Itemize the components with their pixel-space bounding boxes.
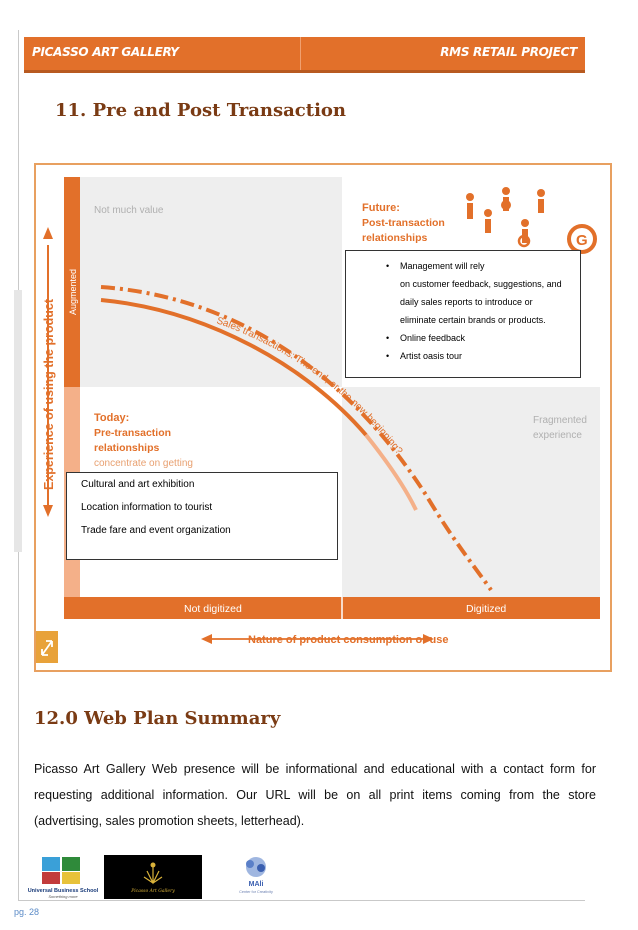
pre-item-2: Location information to tourist [81,502,213,513]
fragmented-label-1: Fragmented [533,415,587,426]
callout-pre-transaction [66,472,338,560]
header-divider [300,37,301,70]
y-axis-label: Experience of using the product [42,299,56,490]
gallery-logo [104,855,202,899]
header-left-title: PICASSO ART GALLERY [32,45,179,59]
ubs-logo [28,855,98,900]
ubs-logo-tagline: Something more [48,894,78,899]
mali-logo-name: MAli [248,881,264,888]
post-transaction-list [346,257,580,365]
post-transaction-item: • Online feedback [400,329,580,347]
curve-label-path: Sales transactions: The end, or the new beginning? [215,315,405,457]
paragraph-line-3: (advertising, sales promotion sheets, letterhead). [34,814,305,828]
not-digitized-label: Not digitized [184,603,242,615]
pre-item-3: Trade fare and event organization [81,525,231,536]
transaction-diagram [36,165,610,670]
gallery-logo-name: Picasso Art Gallery [131,889,175,894]
digitized-label: Digitized [466,603,507,615]
page-number: pg. 28 [14,907,40,917]
svg-text:G: G [576,232,588,249]
y-axis-arrow-up [43,227,53,239]
today-subtitle-2: relationships [94,442,160,454]
section-12-heading: 12.0 Web Plan Summary [34,708,281,729]
transaction-figure [34,163,612,672]
today-subtitle-3: concentrate on getting [94,458,193,469]
today-subtitle-1: Pre-transaction [94,427,172,439]
paragraph-line-1: Picasso Art Gallery Web presence will be informational and educational with a contact form for [34,762,596,776]
ubs-logo-name: Universal Business School [28,888,98,894]
side-decoration [14,290,22,552]
band-augmented-label: Augmented [68,268,78,315]
paragraph-line-2: requesting additional information. Our URL will be on all print items coming from the store [34,788,596,802]
fragmented-label-2: experience [533,430,582,441]
not-much-value-label: Not much value [94,205,164,216]
x-axis-arrow-left [201,634,212,644]
future-title: Future: [362,202,400,214]
page-header [24,37,585,73]
pre-item-1: Cultural and art exhibition [81,479,195,490]
mali-logo-subtitle: Center for Creativity [239,890,273,894]
y-axis-arrow-down [43,505,53,517]
callout-post-transaction [345,250,581,378]
today-title: Today: [94,412,130,424]
post-transaction-item: on customer feedback, suggestions, and [400,279,562,289]
web-plan-paragraph [34,756,596,834]
post-transaction-item: • Management will rely [400,257,580,275]
future-subtitle-1: Post-transaction [362,217,445,229]
post-transaction-item: eliminate certain brands or products. [400,315,546,325]
x-axis-label: Nature of product consumption or use [248,634,449,646]
section-11-heading: 11. Pre and Post Transaction [55,100,347,121]
post-transaction-item: daily sales reports to introduce or [400,297,533,307]
mali-logo [228,856,286,898]
header-right-title: RMS RETAIL PROJECT [440,45,577,59]
future-subtitle-2: relationships [362,232,428,244]
post-transaction-item: • Artist oasis tour [400,347,580,365]
